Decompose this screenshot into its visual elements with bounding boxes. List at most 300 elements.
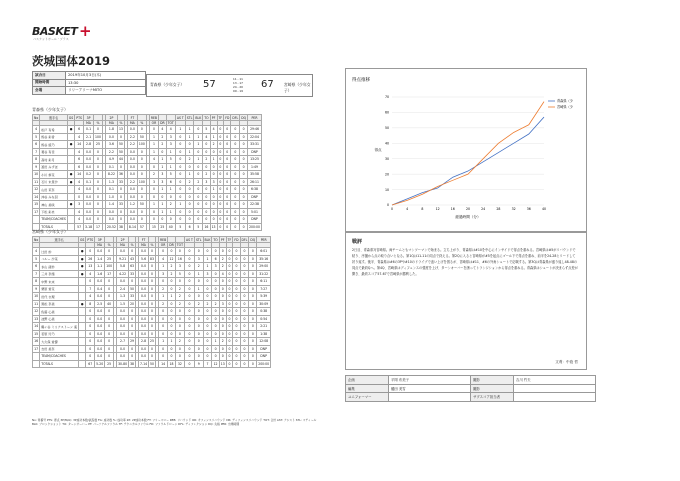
table-row [33,133,262,141]
table-row [33,163,262,171]
table-cell: 1 [203,255,212,263]
table-cell: 0 [94,216,103,224]
table-cell: 0-0 [127,193,137,201]
table-cell: 25 [94,141,103,149]
table-cell: 0 [231,223,240,231]
table-cell: 0 [203,163,210,171]
table-cell: 0 [94,126,103,134]
review-body: 2日目、青森県対宮崎県。両チームともマンツーマンで始まる。立ち上がり、青森県は#10を中心にインサイドで得点を重ねる。宮崎県は#5がリバウンドで粘り、序盤から点の取り合いとなる。第1Qは11-11の同点で終える。第2Qに入ると宮崎県が#5を起点にゴール下で得点を重ね、前半を24-28とリードして折り返す。後半、青森県は#6の3Pや#10のドライブで追い上げを図るが、宮崎県は#11、#6の外角シュートで応戦する。第3Qは青森県が盛り返し48-48の同点で最終Qへ。第4Q、宮崎県はディフェンスの強度を上げ、ターンオーバーを誘ってトランジションから得点を重ねる。青森県はシュートが決まらず点差が開き、最終スコア57-67で宮崎県が勝利した。 [352,248,578,276]
series-line [392,117,544,205]
table-cell: 50 [150,361,154,366]
table-cell: 0-0 [117,315,129,323]
table-cell: 7 [33,270,40,278]
y-tick-label: 30 [384,156,389,161]
table-cell: 0 [203,323,212,331]
table-cell: 0 [240,308,249,316]
table-cell: 0 [194,248,203,256]
table-cell: 0 [194,126,203,134]
meta-key: 開始時間 [33,79,66,87]
table-cell: 2 [219,263,226,271]
table-cell: 0 [233,360,240,368]
table-cell: 2-7 [117,338,129,346]
x-tick-label: 40 [541,207,547,211]
table-cell: 0 [231,171,240,179]
table-cell: 0-0 [84,186,94,194]
column-header: REB [150,115,158,120]
table-cell: TEAM/COACHES [40,353,79,361]
table-cell [79,323,86,331]
table-row [33,201,262,209]
table-cell: 0 [233,263,240,271]
table-cell: 0-0 [127,171,137,179]
table-cell: 1 [194,141,203,149]
column-header: PTS [76,115,83,120]
table-cell: 0 [194,338,203,346]
quarter-score: 11 - 11 [233,77,243,81]
table-cell: 0 [240,141,248,149]
table-cell: 6 [75,126,84,134]
table-cell: 4 [158,255,167,263]
table-cell: 0 [194,148,203,156]
table-cell: 0-0 [139,323,149,331]
table-cell: 0 [233,293,240,301]
table-cell: 4 [75,216,84,224]
table-cell: 0 [184,255,194,263]
meta-row [33,72,146,80]
column-header: % [150,243,154,247]
table-cell: 0 [175,315,184,323]
table-cell: 200:00 [258,361,270,366]
table-cell: 0 [149,248,156,256]
table-cell: 0 [94,186,103,194]
table-cell: 黒松 奈美 [40,300,79,308]
table-cell: 0 [240,300,249,308]
table-cell: 石川 未里沙 [40,178,68,186]
table-cell: 7-14 [140,361,148,366]
table-cell: 0 [168,330,176,338]
table-cell: 0 [149,186,158,194]
table-cell: 2-8 [139,338,149,346]
chart-svg [346,69,586,231]
table-cell: 0 [210,201,217,209]
table-cell: 0 [194,193,203,201]
table-cell: 0 [184,360,194,368]
table-cell: 0 [226,300,233,308]
score-progression-chart [345,68,587,232]
table-cell: 0 [184,300,194,308]
table-cell: 0 [226,293,233,301]
table-cell: 0 [149,193,158,201]
table-cell: 2 [219,255,226,263]
table-cell [67,163,74,171]
table-cell: 大久保 愛優 [40,338,79,346]
table-cell: 0 [168,323,176,331]
table-row [33,141,262,149]
table-cell: 4 [219,270,226,278]
column-header: AS T [176,115,184,120]
table-cell: 0 [105,315,114,323]
table-cell: 0 [203,186,210,194]
table-cell: 0 [240,148,248,156]
y-tick-label: 10 [384,187,389,192]
table-cell: 0 [175,330,184,338]
column-header: No [34,237,39,242]
table-cell: 1 [159,156,167,164]
table-cell: 5 [194,223,203,231]
table-cell: 2-5 [95,300,105,308]
table-cell: 100 [138,142,145,147]
table-cell: 0 [185,186,194,194]
table-cell: 1 [149,133,158,141]
table-cell: 63 [130,264,135,269]
table-cell: 0 [168,308,176,316]
column-header: DQ [241,115,247,120]
table-row [33,293,271,301]
table-cell: 17 [105,270,114,278]
meta-row [33,79,146,87]
table-row [33,171,262,179]
table-cell: 0 [219,345,226,353]
table-cell: 2:21 [257,323,271,331]
table-cell: 2-8 [84,141,94,149]
table-cell: 0 [137,171,146,179]
table-cell: 0 [168,248,176,256]
table-cell: 29 [130,339,135,344]
table-cell: 0 [168,278,176,286]
table-cell: 1 [168,293,176,301]
table-cell: 0 [212,270,219,278]
table-cell: 2 [203,156,210,164]
game-review-panel [345,232,587,370]
table-cell: 0 [240,223,248,231]
table-cell: 0 [217,223,224,231]
table-cell: 0 [149,300,156,308]
table-cell: 0 [231,193,240,201]
table-cell: 0 [226,330,233,338]
table-cell: 17 [34,209,39,214]
staff-value [514,393,596,402]
table-cell: 1 [194,285,203,293]
table-cell: 12 [169,256,174,261]
table-cell: 0 [158,248,167,256]
column-header: % [119,121,123,125]
table-cell: 0 [184,285,194,293]
table-cell: 3 [203,270,212,278]
table-cell [67,216,74,224]
table-cell: 0-0 [95,323,105,331]
table-cell: バルー 沙菜 [40,255,79,263]
table-cell: 0 [105,353,114,361]
table-cell: TOTALS [40,223,68,231]
home-boxscore-table [32,114,262,231]
table-cell: 1 [166,148,175,156]
table-cell: 0 [233,345,240,353]
table-cell: 0 [129,323,136,331]
table-cell: 2 [194,178,203,186]
column-header: DFL [232,115,239,120]
column-header: MA [95,243,105,248]
table-cell: 0 [217,156,224,164]
table-cell: 0-1 [105,186,117,194]
table-cell: 佐藤 心美 [40,308,79,316]
away-team-name: 宮崎県（少年女子） [284,82,311,93]
table-cell: 0-0 [117,353,129,361]
table-cell: 下松 彩央 [40,208,68,216]
table-cell: 6:38 [248,186,262,194]
table-cell: 0 [219,353,226,361]
table-cell: 0 [194,330,203,338]
table-cell: 0 [224,201,231,209]
table-cell: 0 [210,171,217,179]
column-header: FT [127,115,137,121]
table-cell: 67 [86,360,95,368]
table-cell: 0-0 [139,285,149,293]
scoreboard [146,74,313,97]
table-cell: 0 [219,323,226,331]
table-cell: 0 [240,186,248,194]
table-cell: 0 [203,208,210,216]
staff-row [346,384,596,393]
table-cell: 0 [137,216,146,224]
column-header: 2P [105,115,117,121]
table-cell: 0 [217,171,224,179]
table-cell: 0-0 [127,216,137,224]
column-header: TOT [176,243,183,247]
table-cell: 1-3 [105,178,117,186]
table-cell: 0 [203,141,210,149]
table-cell: 0 [194,201,203,209]
table-cell: 0:54 [257,315,271,323]
column-header: DR [169,243,174,247]
table-cell: 5-8 [117,263,129,271]
table-cell: 25 [105,360,114,368]
table-cell: 0 [226,315,233,323]
table-cell: 5 [203,126,210,134]
table-cell: 0 [149,323,156,331]
table-cell: 33 [130,271,135,276]
table-cell: 0 [94,156,103,164]
table-cell: 0 [240,255,249,263]
table-cell: ● [67,171,74,179]
table-cell: 0 [233,330,240,338]
table-cell: 2 [175,285,184,293]
table-cell: 0 [240,293,249,301]
table-cell: 1:38 [257,330,271,338]
table-cell: 3 [149,178,158,186]
table-cell: 0-1 [84,178,94,186]
table-cell: 2 [203,171,210,179]
table-cell: 32 [175,360,184,368]
review-author: 文責：中島 哲 [555,360,578,364]
table-row [33,248,271,256]
table-cell: 0 [105,345,114,353]
table-row [33,360,271,368]
staff-value [389,393,471,402]
table-row [33,315,271,323]
table-cell: 0 [168,353,176,361]
table-cell: 22:04 [248,133,262,141]
table-cell: 11 [34,179,39,184]
table-cell: 0-0 [95,345,105,353]
column-header: PF [220,237,225,242]
table-cell: 0 [240,156,248,164]
table-cell: 0 [94,163,103,171]
table-cell: 0 [240,133,248,141]
y-tick-label: 70 [384,95,389,100]
table-cell: 0 [240,208,248,216]
table-row [33,323,271,331]
table-cell: 7:27 [257,285,271,293]
table-cell: 1:49 [248,163,262,171]
table-cell: 0 [226,338,233,346]
table-cell: 0 [184,338,194,346]
meta-value: リリーアリーナMITO [66,87,146,95]
table-cell [33,360,40,368]
table-cell: 6 [33,141,40,149]
table-cell: 1 [158,263,167,271]
table-cell: 0:38 [257,308,271,316]
legend-label: 宮崎県（少 [557,105,573,110]
table-cell: 0 [224,178,231,186]
table-cell: 0 [117,133,124,141]
table-cell: 6 [75,156,84,164]
table-cell: 2 [159,133,167,141]
staff-key: 撮影 [471,376,514,385]
table-cell: 0 [203,216,210,224]
table-cell: 200:00 [249,224,260,229]
x-tick-label: 4 [406,207,409,211]
table-cell: 1-8 [105,126,117,134]
table-cell: 0 [226,308,233,316]
table-cell: 0 [240,278,249,286]
table-row [33,285,271,293]
table-cell: 0 [194,345,203,353]
table-cell: 0 [105,293,114,301]
table-cell: 0 [105,285,114,293]
table-cell: 0-0 [139,315,149,323]
table-cell: 57 [137,223,146,231]
table-cell: 0-0 [117,323,129,331]
table-cell: 0-0 [127,148,137,156]
table-cell: 0 [231,178,240,186]
table-cell: 4 [33,248,40,256]
table-cell: 沖谷 みな羽 [40,193,68,201]
table-cell: 0 [233,315,240,323]
meta-value: 2019年10月3日(木) [66,72,146,80]
table-cell: 0 [226,255,233,263]
table-cell: 4 [75,133,84,141]
table-cell: 2 [166,201,175,209]
table-cell: 2 [194,300,203,308]
table-cell: 0 [231,163,240,171]
table-cell: 0 [175,133,185,141]
table-cell: 0-0 [95,315,105,323]
table-cell: 0 [224,156,231,164]
table-cell: 0 [210,208,217,216]
table-cell [67,193,74,201]
table-cell: 0 [224,186,231,194]
table-cell: 4 [75,148,84,156]
table-cell: 0 [219,308,226,316]
table-cell: 8-14 [128,224,136,229]
table-cell: 0 [249,323,257,331]
table-cell: 0 [224,171,231,179]
table-cell: 0 [212,278,219,286]
table-cell: 0 [175,193,185,201]
table-cell: 33 [118,179,123,184]
table-cell: 0 [185,163,194,171]
table-cell: 高村 彩月 [40,156,68,164]
table-cell: 0 [233,338,240,346]
table-cell: 3-6 [105,141,117,149]
table-cell: 0 [184,278,194,286]
table-cell: 葛谷 有佳 [40,148,68,156]
table-cell: 0 [203,338,212,346]
table-cell: 0 [94,208,103,216]
table-cell: 7 [86,285,95,293]
staff-key: ユニフォーマー [346,393,389,402]
table-cell: 33 [130,294,135,299]
meta-key: 会場 [33,87,66,95]
table-cell [33,216,40,224]
column-header: BLK [195,115,202,120]
stat-legend: No: 背番号 PTS: 得点 3P(M/A): 3P成功本数/試投数 FG: 成功数 %: 成功率 2P: 2P成功本数 FT: フリースロー REB: リバウンド OR: オフェンスリバウンド DR: ディフェンスリバウンド TOT: 合計 AST: アシスト STL: スティール BLK: ブロックショット TO: ターンオーバー PF: パーソナルファウル TF: テクニカルファウル FD: ファウルドローン DFL: ディフレクション DQ: 失格 PER: 出場時間 [32,418,317,426]
table-cell: 4 [159,126,167,134]
table-cell: 0-0 [139,300,149,308]
table-cell: 0 [149,353,156,361]
table-cell: 25 [160,224,165,229]
table-cell: DNP [248,216,262,224]
table-cell: 0 [166,216,175,224]
table-cell: 0-0 [139,330,149,338]
table-cell: 4 [86,293,95,301]
table-cell: 25 [105,255,114,263]
table-cell: 9-21 [117,255,129,263]
table-cell: 0-0 [139,353,149,361]
table-cell [79,308,86,316]
table-cell: 0 [105,248,114,256]
table-cell: 0 [233,353,240,361]
table-cell: 0 [129,308,136,316]
table-cell: 栗原 愛花 [40,285,79,293]
table-cell: 12:08 [257,338,271,346]
table-cell: 0 [226,323,233,331]
table-cell: 0-4 [95,285,105,293]
table-cell: 0 [249,255,257,263]
table-cell: 0 [184,263,194,271]
table-cell: 0 [203,148,210,156]
table-cell: 12 [213,361,218,366]
table-cell: 0-0 [95,330,105,338]
table-row [33,300,271,308]
logo-plus-icon: + [79,22,92,40]
table-cell: 0 [94,148,103,156]
table-cell: 3 [166,141,175,149]
table-row [33,156,262,164]
table-cell: 16 [175,255,184,263]
table-cell: ● [79,255,86,263]
table-cell: 0 [86,308,95,316]
table-cell: 0 [117,193,124,201]
table-cell: 0 [210,193,217,201]
table-cell: 0 [224,141,231,149]
away-boxscore-table [32,236,271,368]
table-cell: 0 [175,345,184,353]
table-cell: 0 [210,163,217,171]
table-row [33,255,271,263]
table-cell: 4 [166,126,175,134]
table-cell: 0 [175,323,184,331]
